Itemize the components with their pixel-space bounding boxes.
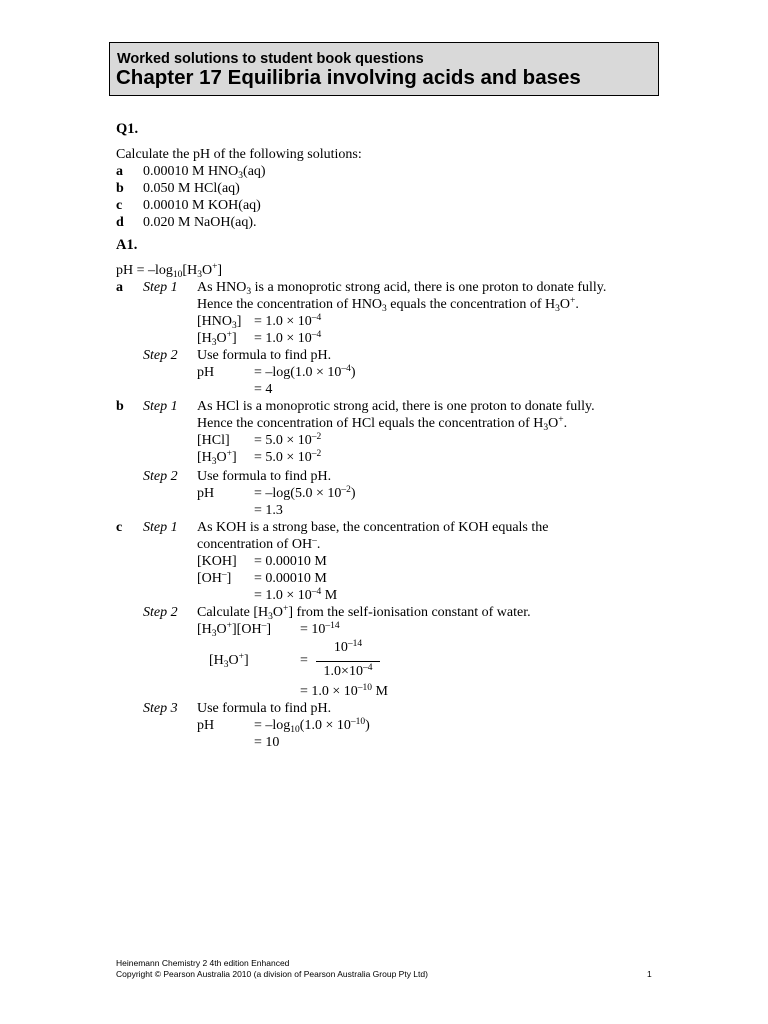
item-letter-d: d (116, 215, 124, 230)
part-c-step3-text: Use formula to find pH. (197, 701, 332, 716)
part-b-step1-line2: Hence the concentration of HCl equals the concentration of $H_3O^+$. (197, 415, 568, 433)
part-c-step1-line2: concentration of OH–. (197, 536, 321, 552)
part-c-kw-rhs: = $10^{-14}$ (300, 621, 340, 637)
part-c-val3: = $1.0 \times 10^{-4}$ M (254, 587, 338, 603)
part-c-frac-lhs: $[H_3O^+]$ (209, 652, 249, 670)
part-a-letter: a (116, 280, 123, 295)
item-c: 0.00010 M KOH(aq) (143, 198, 261, 213)
part-b-calc2: = 1.3 (254, 503, 283, 518)
part-a-step2-text: Use formula to find pH. (197, 348, 332, 363)
part-a-val1: = $1.0 \times 10^{-4}$ (254, 313, 322, 329)
part-b-step1-line1: As HCl is a monoprotic strong acid, there is one proton to donate fully. (197, 399, 595, 414)
fraction-bar (316, 661, 380, 662)
part-c-ph: pH (197, 718, 215, 733)
part-b-conc2: $[H_3O^+]$ (197, 449, 237, 467)
part-b-ph: pH (197, 486, 215, 501)
part-c-result: = 10 (254, 735, 280, 750)
footer-page-number: 1 (647, 969, 652, 979)
part-c-letter: c (116, 520, 123, 535)
item-b: 0.050 M HCl(aq) (143, 181, 240, 196)
part-b-val2: = $5.0 \times 10^{-2}$ (254, 449, 322, 465)
part-a-step2-label: Step 2 (143, 348, 178, 363)
part-c-conc1: [KOH] (197, 554, 237, 569)
part-c-val2: = 0.00010 M (254, 571, 327, 586)
chapter-header (109, 42, 659, 96)
header-subtitle: Worked solutions to student book questions (117, 51, 424, 67)
part-c-step3-label: Step 3 (143, 701, 178, 716)
part-a-ph: pH (197, 365, 215, 380)
question-prompt: Calculate the pH of the following solutions: (116, 147, 362, 162)
part-b-step2-label: Step 2 (143, 469, 178, 484)
part-c-val1: = 0.00010 M (254, 554, 327, 569)
footer-copyright: Copyright © Pearson Australia 2010 (a division of Pearson Australia Group Pty Ltd) (116, 969, 428, 979)
answer-label: A1. (116, 237, 138, 253)
item-d: 0.020 M NaOH(aq). (143, 215, 257, 230)
item-a: 0.00010 M $HNO_3(aq)$ (143, 164, 266, 181)
part-a-calc1: = $-\log(1.0 \times 10^{-4})$ (254, 364, 356, 380)
part-b-step1-label: Step 1 (143, 399, 178, 414)
fraction-numerator: $10^{-14}$ (333, 639, 363, 655)
part-a-val2: = $1.0 \times 10^{-4}$ (254, 330, 322, 346)
part-a-conc2: $[H_3O^+]$ (197, 330, 237, 348)
part-c-kw-lhs: $[H_3O^+][OH^-]$ (197, 621, 271, 639)
part-c-conc2: [OH–] (197, 570, 232, 586)
part-c-calc: = $-\log_{10}(1.0 \times 10^{-10})$ (254, 717, 370, 735)
part-c-step2-label: Step 2 (143, 605, 178, 620)
part-c-step1-label: Step 1 (143, 520, 178, 535)
part-b-calc1: = $-\log(5.0 \times 10^{-2})$ (254, 485, 356, 501)
part-c-step1-line1: As KOH is a strong base, the concentration of KOH equals the (197, 520, 549, 535)
part-a-conc1: $[HNO_3]$ (197, 314, 242, 331)
part-c-frac-result: = $1.0 \times 10^{-10}$ M (300, 683, 388, 699)
part-c-step2-text: Calculate $[H_3O^+]$ from the self-ionisation constant of water. (197, 604, 531, 622)
item-letter-a: a (116, 164, 123, 179)
part-a-step1-line2: Hence the concentration of $HNO_3$ equals the concentration of $H_3O^+$. (197, 296, 579, 314)
part-c-frac-equals: = (300, 653, 308, 668)
item-letter-c: c (116, 198, 123, 213)
part-a-calc2: = 4 (254, 382, 273, 397)
part-b-letter: b (116, 399, 124, 414)
question-label: Q1. (116, 121, 139, 137)
footer-book-title: Heinemann Chemistry 2 4th edition Enhanced (116, 958, 290, 968)
item-letter-b: b (116, 181, 124, 196)
ph-formula: pH = $-\log_{10}[H_3O^+]$ (116, 262, 223, 280)
part-a-step1-line1: As $HNO_3$ is a monoprotic strong acid, there is one proton to donate fully. (197, 280, 607, 297)
part-b-val1: = $5.0 \times 10^{-2}$ (254, 432, 322, 448)
part-b-conc1: [HCl] (197, 433, 230, 448)
part-c-fraction (316, 640, 380, 684)
fraction-denominator: $1.0\times 10^{-4}$ (323, 663, 373, 679)
header-title: Chapter 17 Equilibria involving acids and bases (116, 66, 581, 89)
part-b-step2-text: Use formula to find pH. (197, 469, 332, 484)
part-a-step1-label: Step 1 (143, 280, 178, 295)
